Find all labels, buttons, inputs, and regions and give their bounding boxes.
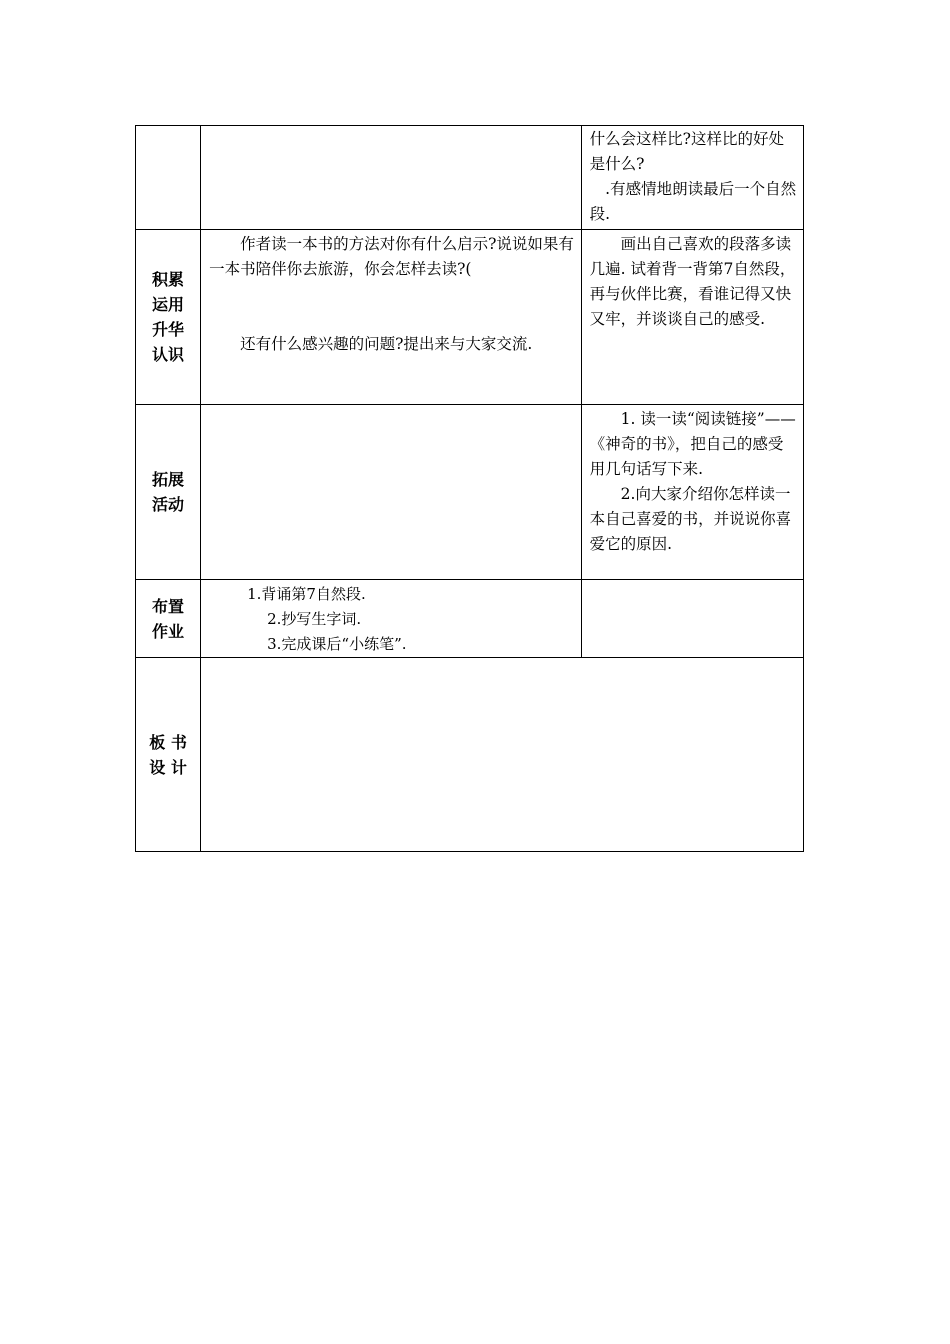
label-line: 升华 <box>152 320 185 339</box>
right-cell-empty <box>581 580 803 658</box>
middle-cell-empty <box>201 126 582 230</box>
label-line: 板 书 <box>149 732 187 752</box>
row-label-homework <box>136 580 201 658</box>
lesson-plan-table <box>135 125 804 852</box>
homework-item: 1.背诵第7自然段. <box>247 585 366 603</box>
label-line: 设 计 <box>149 757 187 777</box>
right-cell <box>581 230 803 405</box>
middle-cell <box>201 230 582 405</box>
row-label-accumulate <box>136 230 201 405</box>
table-row <box>136 230 804 405</box>
right-paragraph: 1. 读一读“阅读链接”——《神奇的书》，把自己的感受用几句话写下来. <box>589 410 796 478</box>
table-row <box>136 126 804 230</box>
middle-cell-empty <box>201 405 582 580</box>
label-line: 认识 <box>152 345 185 364</box>
row-label-extension <box>136 405 201 580</box>
homework-cell <box>201 580 582 658</box>
right-paragraph: 什么会这样比?这样比的好处是什么? <box>589 130 784 173</box>
label-line: 积累 <box>152 270 185 289</box>
table-row <box>136 658 804 852</box>
label-line: 拓展 <box>152 470 185 489</box>
right-cell <box>581 405 803 580</box>
board-design-cell <box>201 658 804 852</box>
label-line: 布置 <box>152 596 185 616</box>
homework-item: 2.抄写生字词. <box>267 610 362 628</box>
right-paragraph: 画出自己喜欢的段落多读几遍. 试着背一背第7自然段， 再与伙伴比赛，看谁记得又快又牢，并谈谈自己的感受. <box>589 235 796 328</box>
right-paragraph: 2.向大家介绍你怎样读一本自己喜爱的书，并说说你喜爱它的原因. <box>589 485 792 553</box>
right-paragraph: .有感情地朗读最后一个自然段. <box>589 180 797 223</box>
table-row <box>136 405 804 580</box>
label-line: 作业 <box>152 621 185 641</box>
label-line: 运用 <box>152 295 185 314</box>
right-cell <box>581 126 803 230</box>
row-label-board-design <box>136 658 201 852</box>
middle-paragraph: 还有什么感兴趣的问题?提出来与大家交流. <box>240 335 533 353</box>
middle-paragraph: 作者读一本书的方法对你有什么启示?说说如果有一本书陪伴你去旅游，你会怎样去读?( <box>209 235 574 278</box>
table-row <box>136 580 804 658</box>
label-line: 活动 <box>152 495 185 514</box>
row-label-empty <box>136 126 201 230</box>
homework-item: 3.完成课后“小练笔”. <box>267 635 407 653</box>
